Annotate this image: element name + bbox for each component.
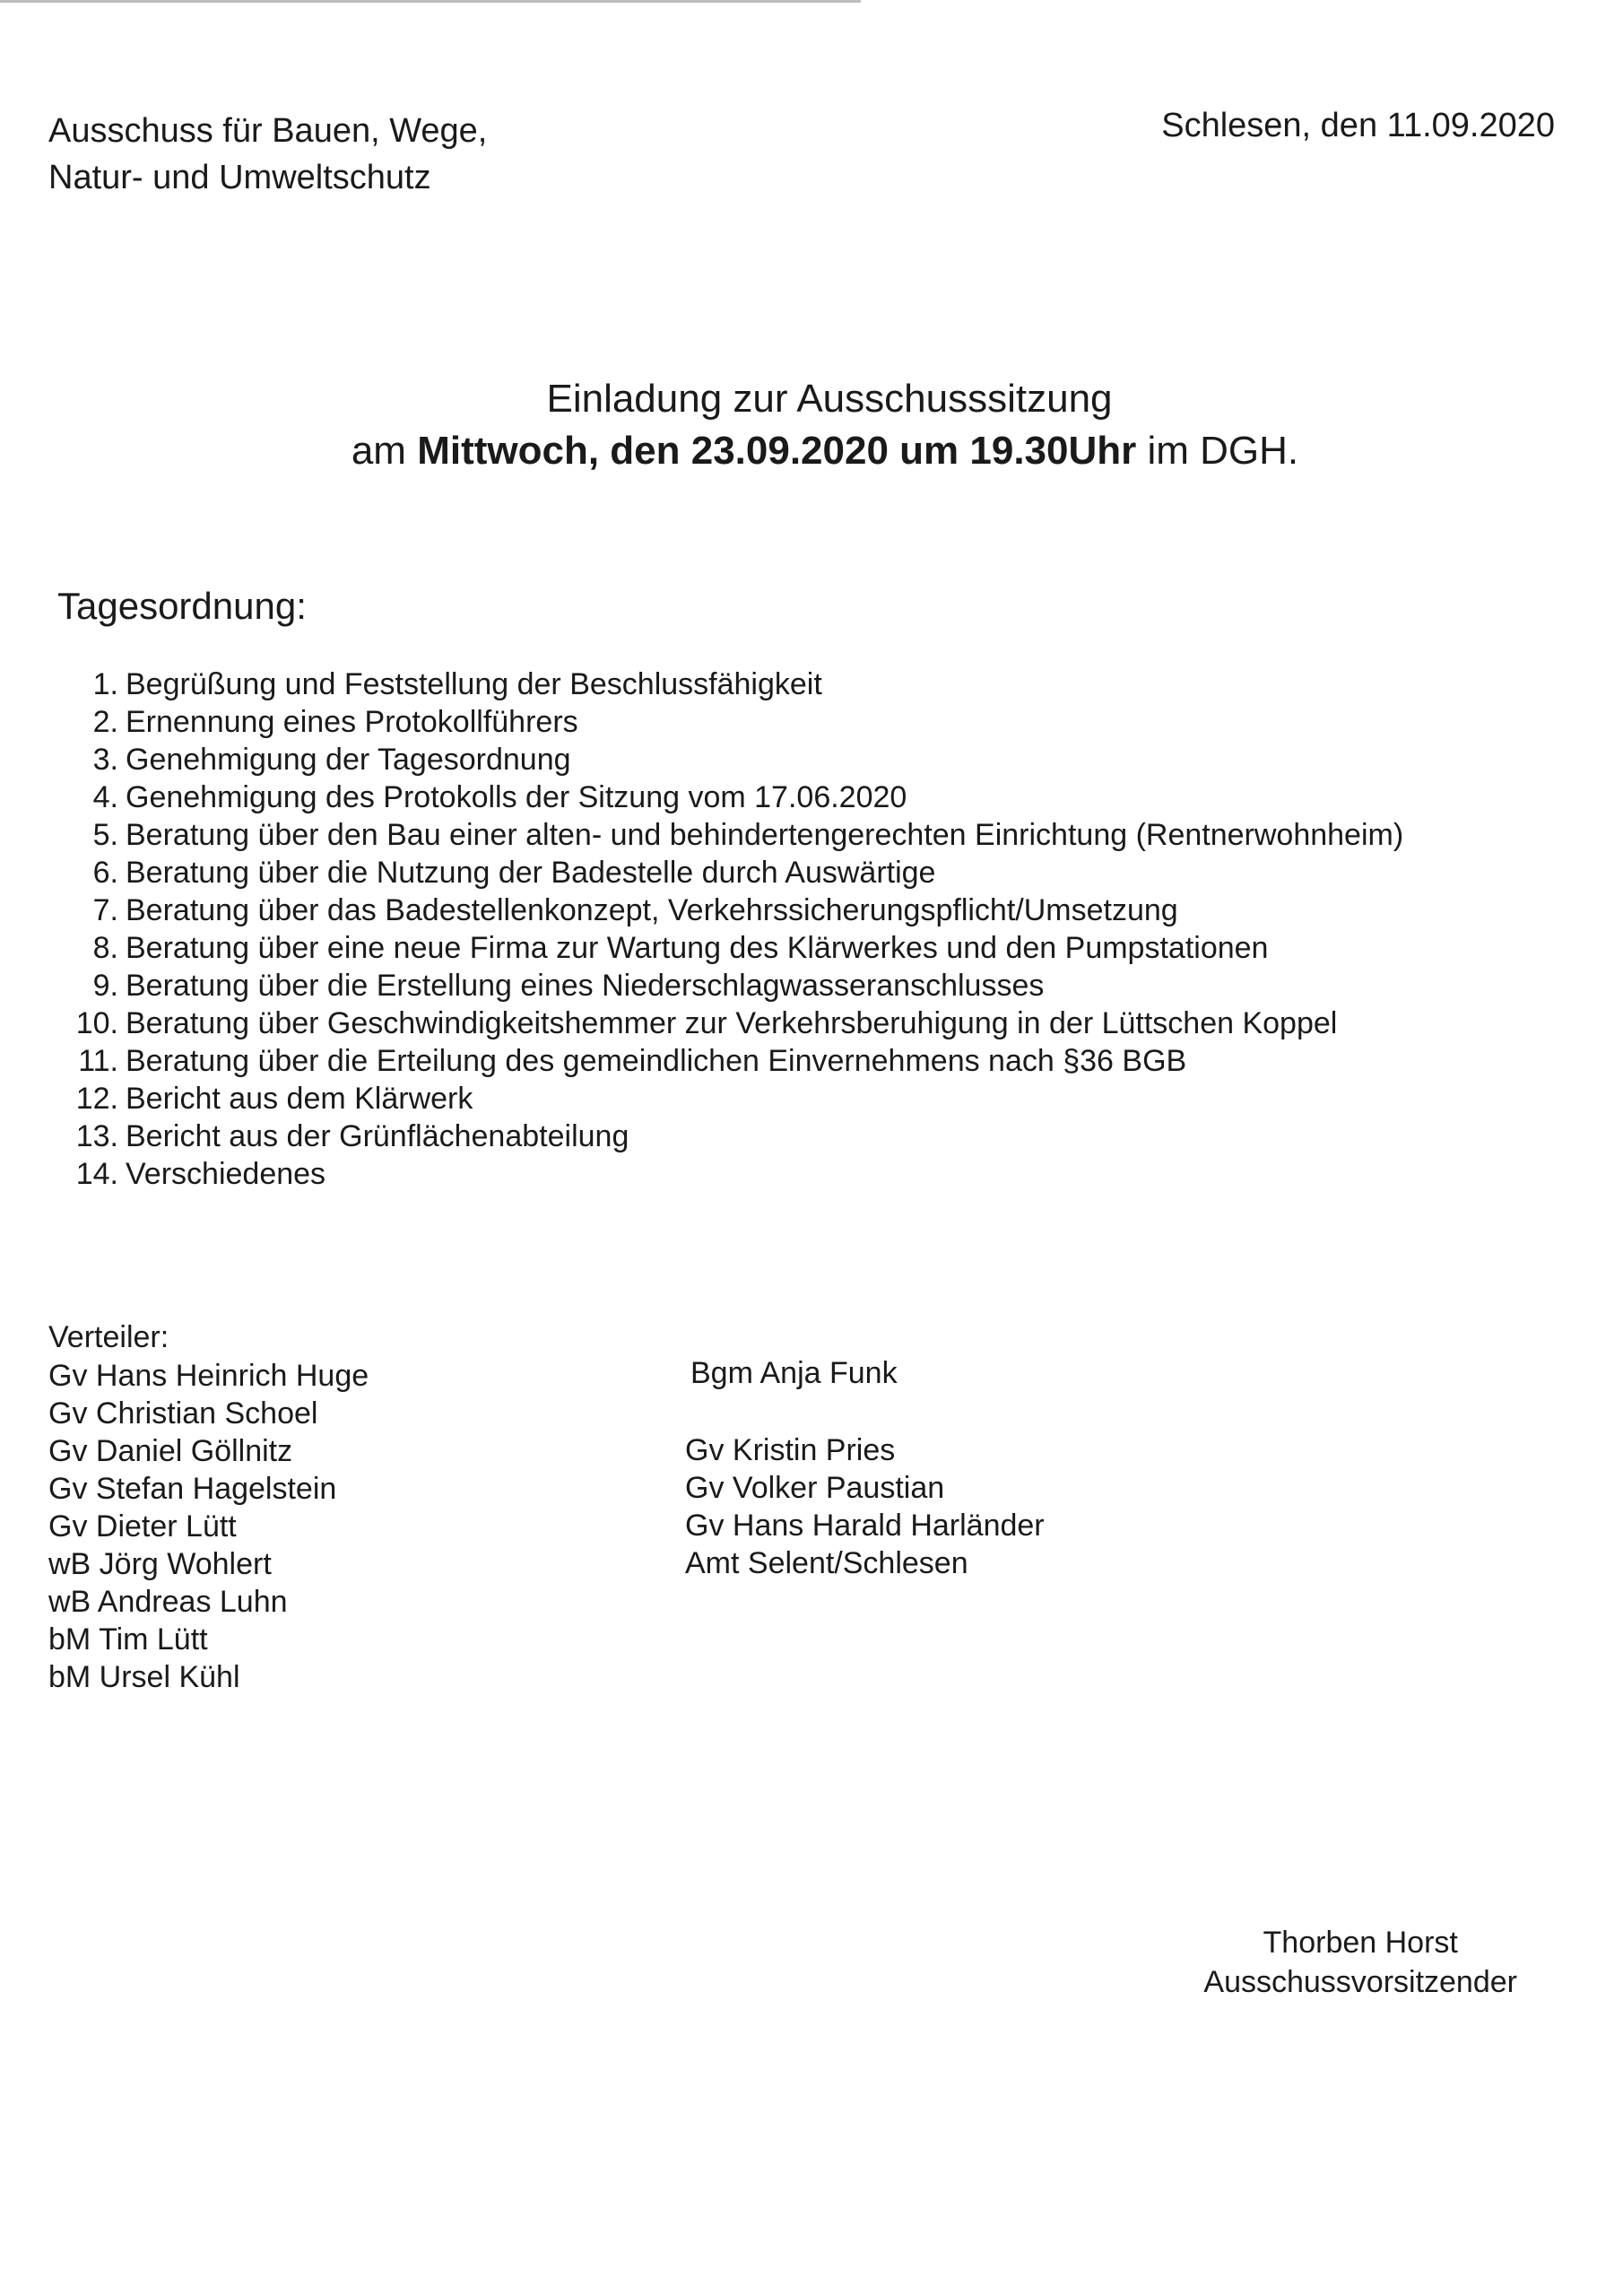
agenda-item-number: 5. [92, 818, 118, 852]
agenda-item [65, 854, 1403, 891]
distribution-recipient: wB Jörg Wohlert [48, 1547, 272, 1581]
agenda-heading: Tagesordnung: [57, 585, 307, 627]
agenda-item [65, 891, 1403, 929]
agenda-item [65, 665, 1403, 703]
invitation-heading [0, 373, 1623, 477]
agenda-item-number: 3. [92, 743, 118, 777]
distribution-recipient: Gv Daniel Göllnitz [48, 1434, 293, 1468]
agenda-item-number: 13. [75, 1119, 118, 1153]
agenda-item [65, 1042, 1403, 1080]
agenda-item [65, 778, 1403, 816]
agenda-item-text: Beratung über Geschwindigkeitshemmer zur Verkehrsberuhigung in der Lüttschen Koppel [126, 1006, 1338, 1040]
agenda-item [65, 741, 1403, 778]
sender-line-2: Natur- und Umweltschutz [48, 159, 431, 196]
agenda-item-number: 2. [92, 705, 118, 739]
agenda-item-text: Begrüßung und Feststellung der Beschlussfähigkeit [126, 667, 822, 701]
distribution-list-right [685, 1431, 1045, 1582]
sender-block [48, 108, 487, 201]
distribution-recipient: Gv Hans Harald Harländer [685, 1509, 1045, 1543]
agenda-item [65, 1155, 1403, 1193]
agenda-item-text: Genehmigung der Tagesordnung [126, 743, 571, 777]
agenda-item-number: 7. [92, 893, 118, 927]
distribution-list-left [48, 1357, 369, 1696]
agenda-item-text: Beratung über die Nutzung der Badestelle durch Auswärtige [126, 856, 936, 890]
agenda-item-text: Bericht aus dem Klärwerk [126, 1082, 473, 1116]
agenda-item-number: 8. [92, 931, 118, 965]
distribution-recipient: bM Ursel Kühl [48, 1660, 240, 1694]
agenda-item-number: 1. [92, 667, 118, 701]
distribution-recipient: Gv Hans Heinrich Huge [48, 1359, 369, 1393]
agenda-item [65, 929, 1403, 967]
agenda-item-text: Beratung über die Erstellung eines Niederschlagwasseranschlusses [126, 969, 1045, 1003]
agenda-item-text: Bericht aus der Grünflächenabteilung [126, 1119, 629, 1153]
agenda-item [65, 1004, 1403, 1042]
distribution-label: Verteiler: [48, 1320, 169, 1354]
signature-block [1203, 1923, 1517, 2002]
signatory-name: Thorben Horst [1263, 1926, 1458, 1960]
distribution-recipient: Amt Selent/Schlesen [685, 1546, 968, 1580]
distribution-recipient: Gv Volker Paustian [685, 1471, 945, 1505]
agenda-item-text: Verschiedenes [126, 1157, 326, 1191]
invitation-location: im DGH. [1136, 429, 1299, 473]
agenda-item [65, 967, 1403, 1004]
agenda-item-text: Ernennung eines Protokollführers [126, 705, 578, 739]
agenda-item-text: Beratung über eine neue Firma zur Wartung des Klärwerkes und den Pumpstationen [126, 931, 1269, 965]
distribution-recipient: Gv Dieter Lütt [48, 1509, 237, 1544]
agenda-item-number: 6. [92, 856, 118, 890]
agenda-item [65, 1080, 1403, 1118]
agenda-item-number: 10. [75, 1006, 118, 1040]
distribution-recipient: Gv Christian Schoel [48, 1396, 318, 1431]
distribution-recipient: Gv Kristin Pries [685, 1433, 896, 1467]
agenda-item [65, 1118, 1403, 1155]
agenda-item-text: Beratung über das Badestellenkonzept, Verkehrssicherungspflicht/Umsetzung [126, 893, 1178, 927]
agenda-item-number: 4. [92, 780, 118, 814]
place-date: Schlesen, den 11.09.2020 [1161, 107, 1555, 144]
distribution-recipient-mayor: Bgm Anja Funk [690, 1356, 898, 1390]
agenda-item-text: Beratung über die Erteilung des gemeindlichen Einvernehmens nach §36 BGB [126, 1044, 1187, 1078]
invitation-prefix: am [351, 429, 418, 473]
agenda-item-text: Genehmigung des Protokolls der Sitzung vom 17.06.2020 [126, 780, 907, 814]
agenda-item-number: 11. [78, 1044, 118, 1078]
agenda-item-number: 9. [92, 969, 118, 1003]
agenda-item-number: 14. [75, 1157, 118, 1191]
distribution-recipient: bM Tim Lütt [48, 1622, 208, 1657]
invitation-title: Einladung zur Ausschusssitzung [546, 377, 1113, 421]
scan-edge-line [0, 0, 861, 3]
distribution-recipient: Gv Stefan Hagelstein [48, 1472, 337, 1506]
sender-line-1: Ausschuss für Bauen, Wege, [48, 112, 488, 150]
agenda-item [65, 703, 1403, 741]
agenda-list [65, 665, 1403, 1193]
invitation-date-line [0, 425, 1623, 477]
agenda-item [65, 816, 1403, 854]
agenda-item-text: Beratung über den Bau einer alten- und behindertengerechten Einrichtung (Rentnerwohnheim) [126, 818, 1404, 852]
invitation-date-time: Mittwoch, den 23.09.2020 um 19.30Uhr [417, 429, 1137, 473]
agenda-item-number: 12. [75, 1082, 118, 1116]
distribution-recipient: wB Andreas Luhn [48, 1585, 288, 1619]
signatory-role: Ausschussvorsitzender [1203, 1965, 1517, 1999]
